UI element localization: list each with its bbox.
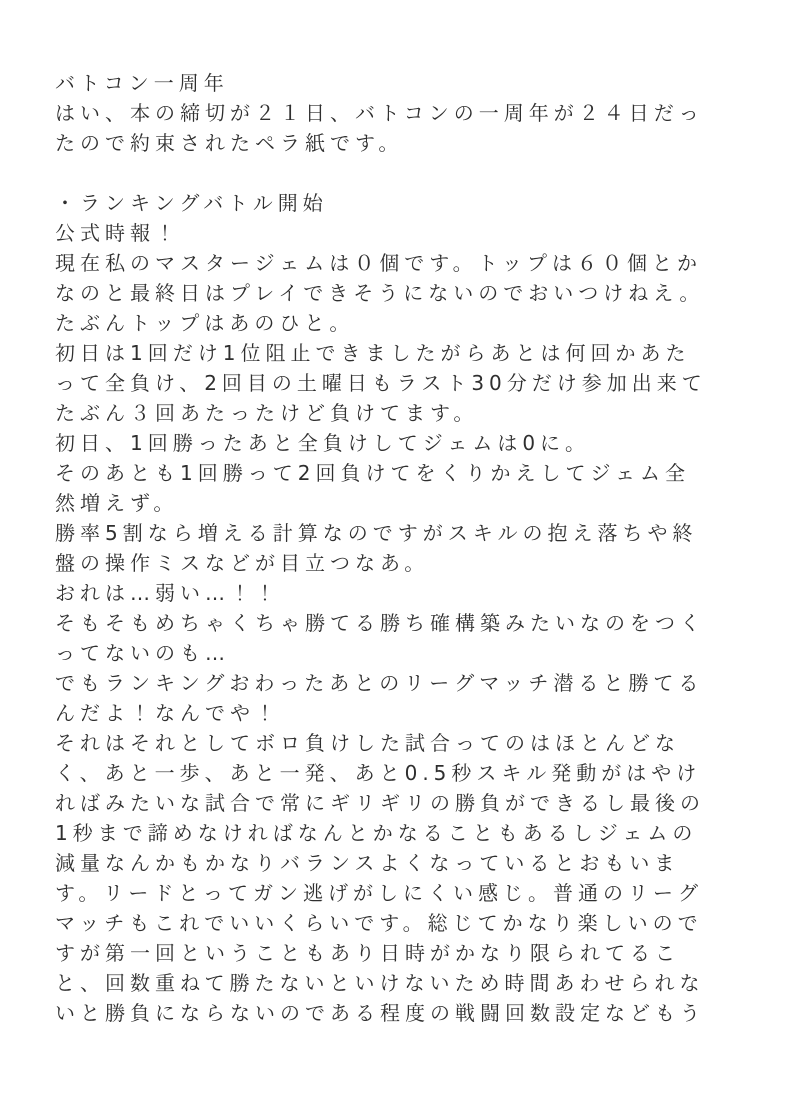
text-line-28: す。リードとってガン逃げがしにくい感じ。普通のリーグ (55, 881, 703, 905)
text-line-21: でもランキングおわったあとのリーグマッチ潜ると勝てる (55, 671, 704, 695)
text-line-1: バトコン一周年 (55, 71, 229, 95)
blank-line (55, 158, 746, 188)
text-line-27: 減量なんかもかなりバランスよくなっているとおもいま (55, 851, 680, 875)
text-line-10: 初日は1回だけ1位阻止できましたがらあとは何回かあた (55, 341, 691, 365)
text-line-7: 現在私のマスタージェムは０個です。トップは６０個とか (55, 251, 702, 275)
document-body (55, 68, 746, 1028)
text-line-17: 盤の操作ミスなどが目立つなあ。 (55, 551, 430, 575)
text-line-6: 公式時報！ (55, 221, 180, 245)
text-line-2: はい、本の締切が２１日、バトコンの一周年が２４日だっ (55, 101, 704, 125)
text-line-25: ればみたいな試合で常にギリギリの勝負ができるし最後の (55, 791, 705, 815)
text-line-20: ってないのも… (55, 641, 230, 665)
text-line-16: 勝率5割なら増える計算なのですがスキルの抱え落ちや終 (55, 521, 698, 545)
text-line-29: マッチもこれでいいくらいです。総じてかなり楽しいので (55, 911, 703, 935)
text-line-11: って全負け、2回目の土曜日もラスト30分だけ参加出来て (55, 371, 707, 395)
text-line-26: 1秒まで諦めなければなんとかなることもあるしジェムの (55, 821, 698, 845)
text-line-24: く、あと一歩、あと一発、あと0.5秒スキル発動がはやけ (55, 761, 702, 785)
text-line-32: いと勝負にならないのである程度の戦闘回数設定などもう (55, 1001, 705, 1025)
text-line-18: おれは…弱い…！！ (55, 581, 280, 605)
text-line-19: そもそもめちゃくちゃ勝てる勝ち確構築みたいなのをつく (55, 611, 705, 635)
text-line-14: そのあとも1回勝って2回負けてをくりかえしてジェム全 (55, 461, 691, 485)
text-line-31: と、回数重ねて勝たないといけないため時間あわせられな (55, 971, 705, 995)
text-line-30: すが第一回ということもあり日時がかなり限られてるこ (55, 941, 680, 965)
text-line-12: たぶん３回あたったけど負けてます。 (55, 401, 479, 425)
text-line-22: んだよ！なんでや！ (55, 701, 280, 725)
text-line-8: なのと最終日はプレイできそうにないのでおいつけねえ。 (55, 281, 705, 305)
text-line-13: 初日、1回勝ったあと全負けしてジェムは0に。 (55, 431, 591, 455)
text-line-3: たので約束されたペラ紙です。 (55, 131, 404, 155)
text-line-15: 然増えず。 (55, 491, 179, 515)
text-line-9: たぶんトップはあのひと。 (55, 311, 355, 335)
text-line-5: ・ランキングバトル開始 (55, 191, 328, 215)
text-line-23: それはそれとしてボロ負けした試合ってのはほとんどな (55, 731, 680, 755)
